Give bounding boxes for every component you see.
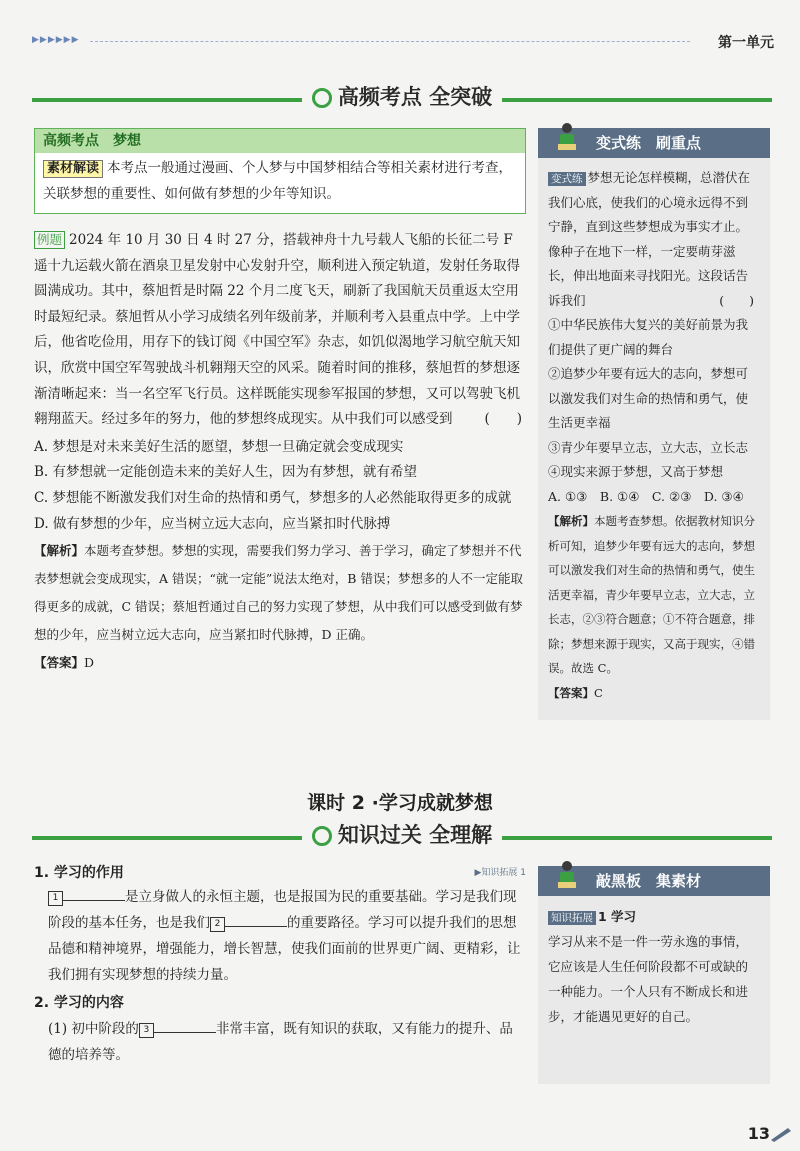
variant-item-4: ④现实来源于梦想，又高于梦想 [548,464,724,479]
section-2-title: 2. 学习的内容 [34,995,124,1011]
swirl-icon-2 [312,826,332,846]
panel-title: 变式练 刷重点 [596,134,702,152]
knowledge-link[interactable]: ▶知识拓展 1 [474,868,526,878]
topic-head: 高频考点 梦想 [35,129,525,153]
pen-icon [770,1126,792,1142]
topic-text: 本考点一般通过漫画、个人梦与中国梦相结合等相关素材进行考查，关联梦想的重要性、如何做有梦想的少年等知识。 [43,160,513,202]
example-block [34,228,526,677]
variant-choices: A. ①③ B. ①④ C. ②③ D. ③④ [548,488,744,504]
option-b: B. 有梦想就一定能创造未来的美好人生，因为有梦想，就有希望 [34,464,418,481]
variant-item-3: ③青少年要早立志，立大志，立长志 [548,439,749,455]
section-1-title: 1. 学习的作用 [34,865,124,881]
expand-tag: 知识拓展 [548,911,596,925]
section-1 [34,862,526,1068]
variant-text: 梦想无论怎样模糊，总潜伏在我们心底，使我们的心境永远得不到宁静，直到这些梦想成为事实才止。像种子在地下一样，一定要萌芽滋长，伸出地面来寻找阳光。这段话告诉我们 [548,170,751,308]
banner2-title: 知识过关 全理解 [337,822,493,847]
section-1-text-b: 的重要路径。学习可以提升我们的思想品德和精神境界，增强能力，增长智慧，使我们面前的世界更广阔、更精彩，让我们拥有实现梦想的持续力量。 [48,915,521,983]
blank-number-2: 2 [210,917,225,932]
swirl-icon [312,88,332,108]
variant-paren: ( ) [719,292,754,308]
header-decoration: ▶▶▶▶▶▶ [32,35,80,45]
lesson-title: 课时 2 ·学习成就梦想 [307,792,493,814]
example-tag: 例题 [34,231,65,249]
option-d: D. 做有梦想的少年，应当树立远大志向，应当紧扣时代脉搏 [34,515,391,532]
variant-tag: 变式练 [548,172,586,186]
header-divider [90,41,690,42]
variant-answer-tag: 【答案】 [548,685,594,700]
answer-tag: 【答案】 [34,655,85,671]
blank-number-3: 3 [139,1023,154,1038]
banner-title: 高频考点 全突破 [337,84,493,109]
section-banner-2 [32,822,772,848]
variant-item-2: ②追梦少年要有远大的志向，梦想可以激发我们对生命的热情和勇气，使生活更幸福 [548,366,749,430]
variant-answer: C [594,685,603,700]
analysis-tag: 【解析】 [34,543,85,559]
page-number: 13 [747,1124,770,1143]
blackboard-panel [538,866,770,1084]
section-1-text-a: 是立身做人的永恒主题，也是报国为民的重要基础。学习是我们现阶段的基本任务，也是我们 [48,889,517,931]
unit-title: 第一单元 [718,35,774,51]
expand-text: 学习从来不是一件一劳永逸的事情，它应该是人生任何阶段都不可或缺的一种能力。一个人只有不断成长和进步，才能遇见更好的自己。 [548,934,749,1024]
variant-analysis-tag: 【解析】 [548,514,594,528]
variant-analysis: 本题考查梦想。依据教材知识分析可知，追梦少年要有远大的志向，梦想可以激发我们对生命的热情和勇气，使生活更幸福，青少年要早立志，立大志，立长志，②③符合题意；①不符合题意，排除；梦想来源于现实，又高于现实，④错误。故选 C。 [548,514,755,675]
topic-box [34,128,526,214]
option-c: C. 梦想能不断激发我们对生命的热情和勇气，梦想多的人必然能取得更多的成就 [34,489,512,506]
expand-subtitle: 1 学习 [598,909,637,924]
answer-text: D [84,655,95,671]
variant-item-1: ①中华民族伟大复兴的美好前景为我们提供了更广阔的舞台 [548,317,749,357]
section-2-text: 非常丰富，既有知识的获取，又有能力的提升、品德的培养等。 [48,1021,513,1063]
section-banner-1 [32,84,772,110]
teacher-icon [556,860,578,890]
analysis-text: 本题考查梦想。梦想的实现，需要我们努力学习、善于学习，确定了梦想并不代表梦想就会变成现实，A 错误；“就一定能”说法太绝对，B 错误；梦想多的人不一定能取得更多的成就，C 错误；蔡旭哲通过自己的努力实现了梦想，从中我们可以感受到做有梦想的少年，应当树立远大志向，应当紧扣时代脉搏，D 正确。 [34,543,523,643]
blackboard-title: 敲黑板 集素材 [596,872,702,890]
blank-number-1: 1 [48,891,63,906]
example-text: 2024 年 10 月 30 日 4 时 27 分，搭载神舟十九号载人飞船的长征二号 F 遥十九运载火箭在酒泉卫星发射中心发射升空，顺利进入预定轨道，发射任务取得圆满成功。其中，蔡旭哲是时隔 22 个月二度飞天，刷新了我国航天员重返太空用时最短纪录。蔡旭哲从小学习成绩名列年级前茅，并顺利考入县重点中学。上中学后，他省吃俭用，用存下的钱订阅《中国空军》杂志，如饥似渴地学习航空航天知识，欣赏中国空军驾驶战斗机翱翔天空的风采。随着时间的推移，蔡旭哲的梦想逐渐清晰起来：当一名空军飞行员。这样既能实现参军报国的梦想，又可以驾驶飞机翱翔蓝天。经过多年的努力，他的梦想终成现实。从中我们可以感受到 [34,232,520,428]
option-a: A. 梦想是对未来美好生活的愿望，梦想一旦确定就会变成现实 [34,438,404,455]
material-tag: 素材解读 [43,160,103,178]
section-2-lead: (1) 初中阶段的 [48,1021,139,1037]
blank-2[interactable] [225,926,287,927]
blank-3[interactable] [154,1032,216,1033]
variant-practice-panel [538,128,770,720]
example-paren: ( ) [484,411,522,428]
student-icon [556,122,578,152]
blank-1[interactable] [63,900,125,901]
